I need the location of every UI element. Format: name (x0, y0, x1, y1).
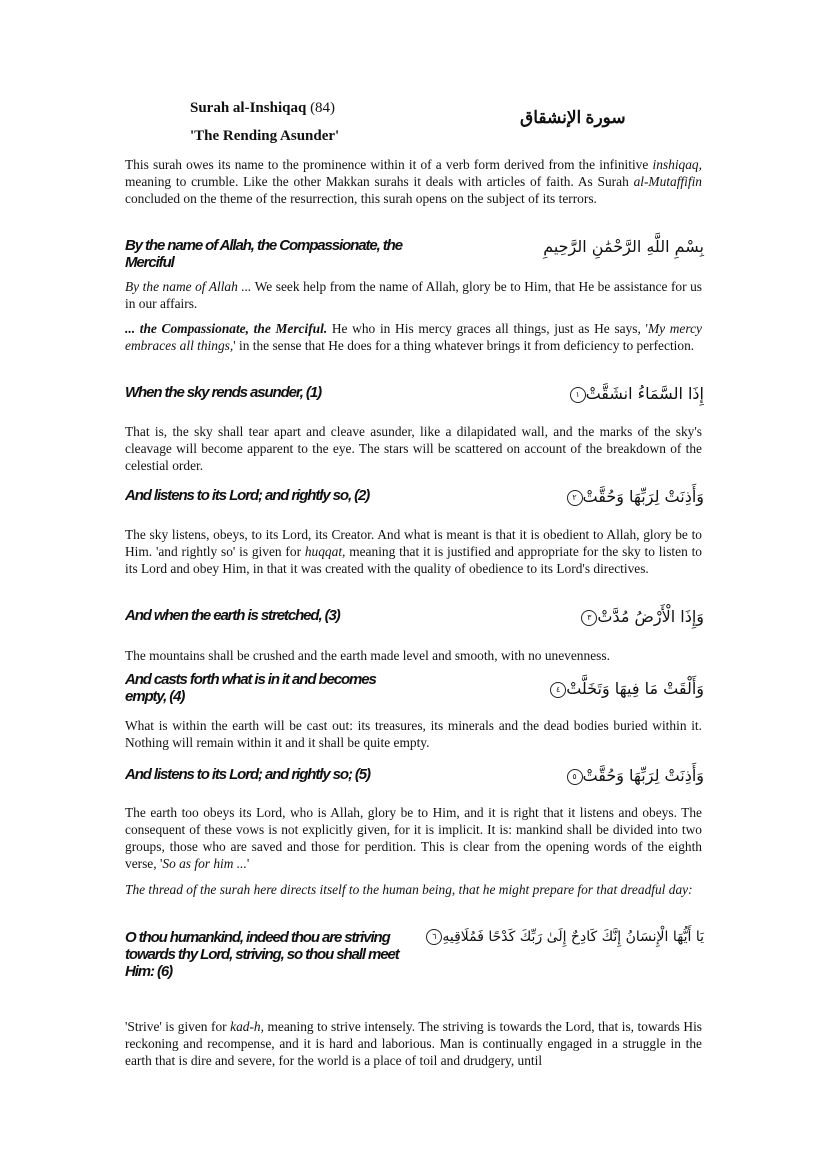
commentary-text: ' in the sense that He does for a thing whatever brings it from deficiency to perfection. (233, 338, 695, 353)
verse-number-mark: ٤ (550, 682, 566, 698)
arabic-text: وَأَذِنَتْ لِرَبِّهَا وَحُقَّتْ (582, 766, 704, 785)
verse-number-mark: ٣ (581, 610, 597, 626)
commentary-text: We seek help from the name of Allah, glory be to Him, that He be assistance for us in our affairs. (125, 279, 702, 311)
commentary-bold: ... the Compassionate, the Merciful. (125, 321, 328, 336)
commentary-text: The sky listens, obeys, to its Lord, its Creator. And what is meant is that it is obedient to Allah, glory be to Him. 'and rightly so' is given for (125, 527, 702, 559)
commentary-6 (125, 1018, 702, 1069)
commentary-2 (125, 526, 702, 577)
commentary-4: What is within the earth will be cast out: its treasures, its minerals and the dead bodies buried within it. Nothing will remain within it and it shall be quite empty. (125, 718, 702, 750)
commentary-text: meaning that it is justified and appropriate for the sky to listen to its Lord and obey Him, in that it was created with the quality of obedience to its Lord's directives. (125, 544, 702, 576)
commentary-text: 'Strive' is given for (125, 1019, 227, 1034)
arabic-text: وَإِذَا الْأَرْضُ مُدَّتْ (597, 607, 704, 626)
intro-text-1: This surah owes its name to the prominence within it of a verb form derived from the infinitive (125, 157, 649, 172)
commentary-1: That is, the sky shall tear apart and cleave asunder, like a dilapidated wall, and the marks of the sky's cleavage will become apparent to the eye. The stars will be scattered on account of the breakdown of the celestial order. (125, 424, 702, 473)
verse-1: When the sky rends asunder, (1) (125, 384, 321, 401)
commentary-text: The earth too obeys its Lord, who is Allah, glory be to Him, and it is right that it listens and obeys. The consequent of these vows is not explicitly given, for it is implicit. It is: mankind shall be divided into two groups, those who are saved and those for perdition. This is clear from the opening words of the eighth verse, ' (125, 805, 702, 871)
verse-4: And casts forth what is in it and becomes empty, (4) (125, 671, 376, 705)
verse-2: And listens to its Lord; and rightly so, (2) (125, 487, 370, 504)
intro-italic-2: al-Mutaffifin (633, 174, 702, 189)
commentary-italic: By the name of Allah ... (125, 279, 252, 294)
commentary-italic: kad-h, (230, 1019, 264, 1034)
arabic-verse-3 (578, 607, 704, 626)
commentary-basmala-2 (125, 320, 702, 354)
arabic-verse-2 (564, 487, 704, 506)
commentary-5 (125, 804, 702, 872)
surah-name: Surah al-Inshiqaq (190, 100, 307, 116)
commentary-text: ' (246, 856, 250, 871)
surah-title (190, 100, 335, 117)
commentary-italic: huqqat, (304, 544, 346, 559)
surah-subtitle: 'The Rending Asunder' (190, 128, 340, 144)
intro-italic-1: inshiqaq, (652, 157, 702, 172)
arabic-text: وَأَلْقَتْ مَا فِيهَا وَتَخَلَّتْ (566, 679, 704, 698)
arabic-text: إِذَا السَّمَاءُ انشَقَّتْ (585, 384, 704, 403)
thread-paragraph (125, 881, 702, 898)
arabic-verse-1 (567, 384, 704, 403)
thread-italic-text: The thread of the surah here directs itself to the human being, that he might prepare for that dreadful day: (125, 882, 693, 897)
arabic-text: يَا أَيُّهَا الْإِنسَانُ إِنَّكَ كَادِحٌ إِلَىٰ رَبِّكَ كَدْحًا فَمُلَاقِيهِ (442, 929, 704, 945)
verse-number-mark: ٢ (567, 490, 583, 506)
commentary-3: The mountains shall be crushed and the earth made level and smooth, with no unevenness. (125, 648, 610, 663)
verse-number-mark: ١ (570, 387, 586, 403)
commentary-italic: So as for him ... (162, 856, 247, 871)
intro-text-2: meaning to crumble. Like the other Makkan surahs it deals with articles of faith. As Surah (125, 174, 629, 189)
verse-number-mark: ٥ (567, 769, 583, 785)
verse-basmala: By the name of Allah, the Compassionate, the Merciful (125, 237, 402, 271)
intro-paragraph (125, 156, 702, 207)
commentary-text: He who in His mercy graces all things, just as He says, ' (331, 321, 648, 336)
commentary-basmala-1 (125, 278, 702, 312)
arabic-text: وَأَذِنَتْ لِرَبِّهَا وَحُقَّتْ (582, 487, 704, 506)
verse-number-mark: ٦ (426, 929, 442, 945)
surah-arabic-title: سورة الإنشقاق (520, 108, 626, 127)
commentary-text: meaning to strive intensely. The striving is towards the Lord, that is, towards His reckoning and recompense, and it is hard and laborious. Man is continually engaged in a struggle in the earth that is dire and severe, for the world is a place of toil and drudgery, until (125, 1019, 702, 1068)
verse-6: O thou humankind, indeed thou are striving towards thy Lord, striving, so thou shall meet Him: (6) (125, 929, 399, 980)
arabic-verse-6 (423, 929, 704, 945)
intro-text-3: concluded on the theme of the resurrection, this surah opens on the subject of its terrors. (125, 191, 597, 206)
arabic-verse-5 (564, 766, 704, 785)
verse-5: And listens to its Lord; and rightly so; (5) (125, 766, 370, 783)
verse-3: And when the earth is stretched, (3) (125, 607, 340, 624)
surah-number: (84) (310, 100, 336, 116)
arabic-basmala: بِسْمِ اللَّهِ الرَّحْمَٰنِ الرَّحِيمِ (543, 237, 704, 256)
commentary-italic: My mercy embraces all things, (125, 321, 702, 353)
arabic-verse-4 (547, 679, 704, 698)
